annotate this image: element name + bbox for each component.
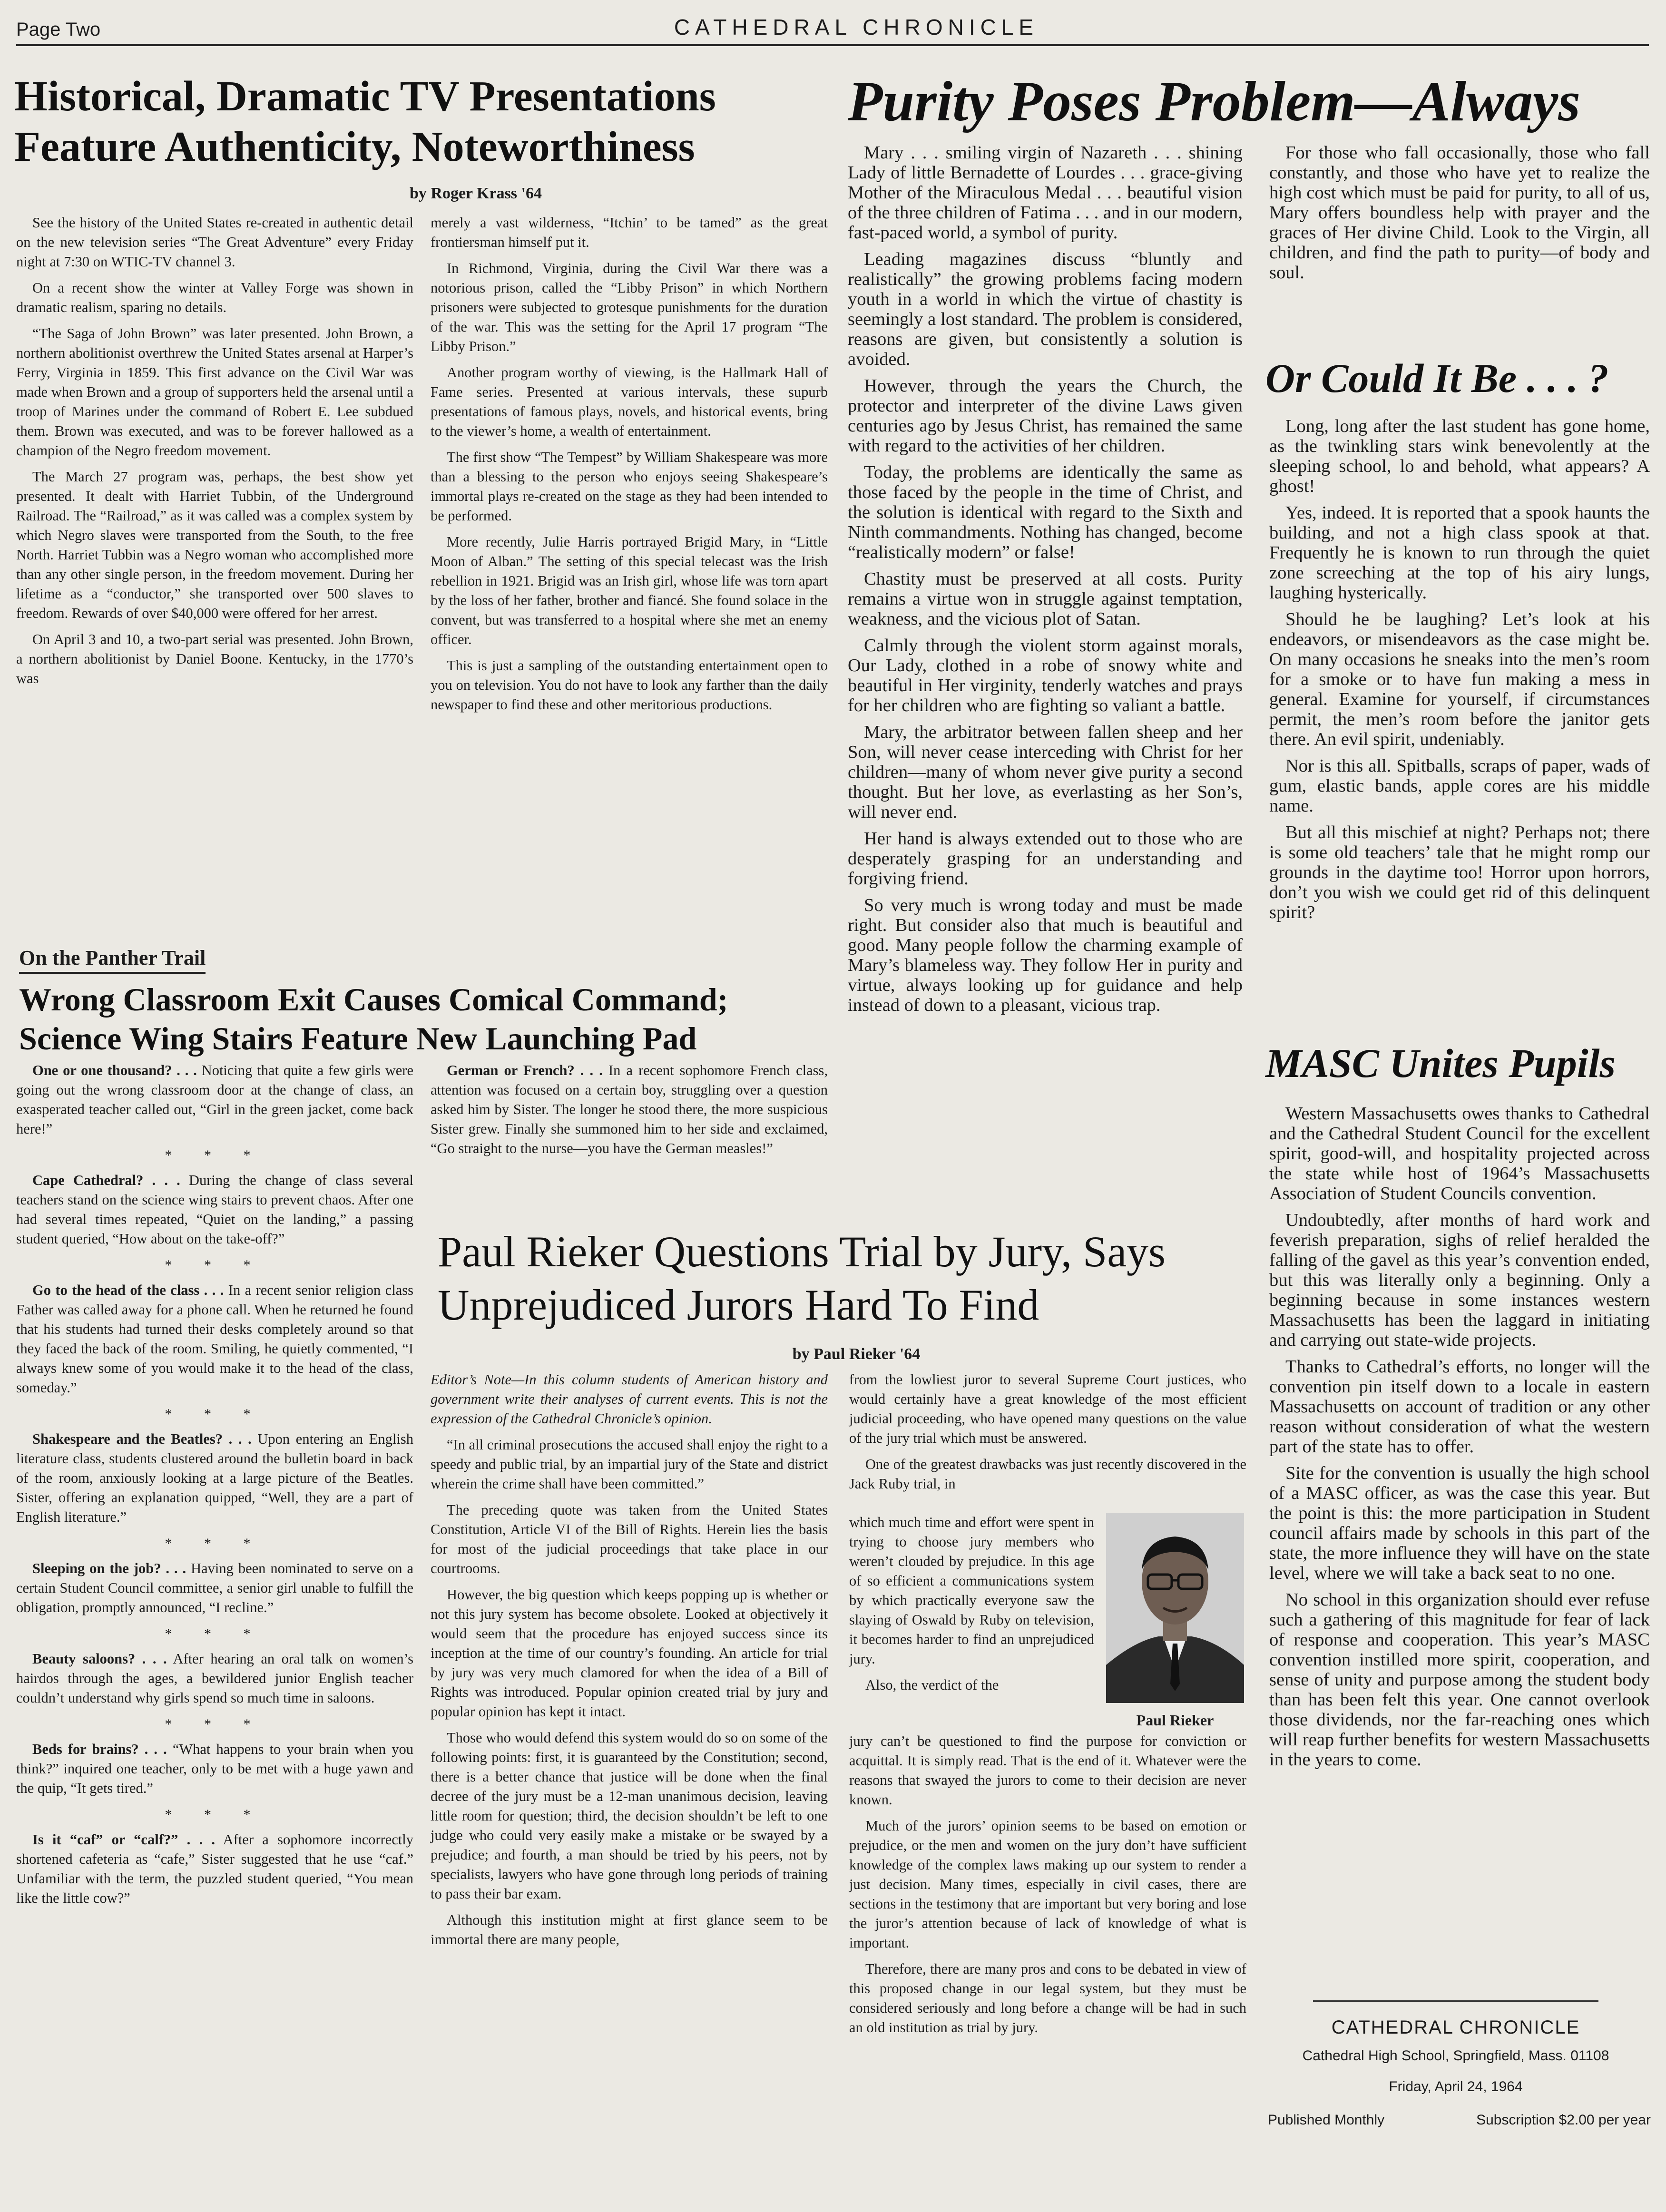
masthead-title: CATHEDRAL CHRONICLE [1331, 2017, 1580, 2038]
tv-column-1 [16, 213, 413, 695]
panther-column-2 [431, 1061, 828, 1165]
separator: * * * [165, 1536, 265, 1551]
purity-headline: Purity Poses Problem—Always [848, 69, 1580, 133]
masthead-address: Cathedral High School, Springfield, Mass. 01108 [1302, 2048, 1609, 2064]
paragraph: Today, the problems are identically the same as those faced by the people in the time of Christ, and the solution is identical with regard to the Sixth and Ninth commandments. Nothing has changed, become “realistically modern” or false! [848, 462, 1243, 562]
paragraph: Long, long after the last student has gone home, as the twinkling stars wink benevolently at the sleeping school, lo and behold, what appears? A ghost! [1269, 416, 1650, 496]
anecdote [16, 1830, 413, 1908]
anecdote-lead: Beds for brains? . . . [32, 1741, 167, 1757]
paragraph: Site for the convention is usually the high school of a MASC officer, as was the case this year. But the point is this: the more participation in Student council affairs made by schools in this part of the state, the more influence they will have on the state level, where we will take a back seat to no one. [1269, 1463, 1650, 1583]
rieker-column-2-wrap [849, 1513, 1094, 1695]
anecdote [16, 1649, 413, 1708]
paragraph: Therefore, there are many pros and cons to be debated in view of this proposed change in our legal system, but they must be considered seriously and long before a change will be had in such an old institution as trial by jury. [849, 1961, 1246, 2036]
anecdote-lead: One or one thousand? . . . [32, 1062, 197, 1078]
anecdote-lead: German or French? . . . [447, 1062, 603, 1078]
paragraph: Those who would defend this system would do so on some of the following points: first, it is guaranteed by the Constitution; second, there is a better chance that justice will be done when the final decree of the jury must be a 12-man unanimous decision, leaving little room for question; third, the decision shouldn’t be left to one judge who could very easily make a mistake or be swayed by a prejudice; and fourth, a man should be tried by his peers, not by specialists, lawyers who have gone through long periods of training to pass their bar exam. [431, 1730, 828, 1902]
paragraph: merely a vast wilderness, “Itchin’ to be tamed” as the great frontiersman himself put it. [431, 215, 828, 250]
paragraph: Should he be laughing? Let’s look at his endeavors, or misendeavors as the case might be. On many occasions he sneaks into the men’s room for a smoke or to have fun making a mess in general. Examine for yourself, if circumstances permit, the men’s room before the janitor gets there. An evil spirit, undeniably. [1269, 609, 1650, 749]
rieker-byline: by Paul Rieker '64 [792, 1345, 921, 1363]
paragraph: Undoubtedly, after months of hard work and feverish preparation, sighs of relief heralded the falling of the gavel as this year’s convention ended, but this was literally only a beginning. Only a beginning because in some instances western Massachusetts has been the laggard in initiating and carrying out state-wide projects. [1269, 1210, 1650, 1350]
masc-headline: MASC Unites Pupils [1265, 1040, 1616, 1086]
tv-column-2 [431, 213, 828, 721]
purity-column [848, 143, 1243, 1022]
anecdote-text: After hearing an oral talk on women’s hairdos through the ages, a bewildered junior English teacher couldn’t understand why girls spend so much time in saloons. [16, 1651, 413, 1706]
paragraph: So very much is wrong today and must be made right. But consider also that much is beautiful and good. Many people follow the charming example of Mary’s blameless way. They follow Her in purity and virtue, always looking up for guidance and help instead of down to a pleasant, vicious trap. [848, 895, 1243, 1015]
paul-rieker-photo [1106, 1513, 1244, 1703]
paper-name-header: CATHEDRAL CHRONICLE [674, 15, 1039, 39]
paragraph: Nor is this all. Spitballs, scraps of paper, wads of gum, elastic bands, apple cores are his middle name. [1269, 756, 1650, 816]
ghost-headline: Or Could It Be . . . ? [1265, 355, 1609, 401]
masthead-date: Friday, April 24, 1964 [1389, 2079, 1523, 2095]
paragraph: The preceding quote was taken from the United States Constitution, Article VI of the Bill of Rights. Herein lies the basis for most of the judicial proceedings that take place in our courtrooms. [431, 1502, 828, 1576]
anecdote-lead: Sleeping on the job? . . . [32, 1560, 186, 1576]
masthead-published: Published Monthly [1268, 2112, 1385, 2128]
paragraph: See the history of the United States re-created in authentic detail on the new television series “The Great Adventure” every Friday night at 7:30 on WTIC-TV channel 3. [16, 215, 413, 270]
anecdote [431, 1061, 828, 1158]
paragraph: Also, the verdict of the [865, 1677, 999, 1693]
anecdote-text: “What happens to your brain when you think?” inquired one teacher, only to be met with a huge yawn and the quip, “It gets tired.” [16, 1741, 413, 1796]
paragraph: which much time and effort were spent in trying to choose jury members who weren’t clouded by prejudice. In this age of so efficient a communications system by which practically everyone saw the slaying of Oswald by Ruby on television, it becomes harder to find an unprejudiced jury. [849, 1514, 1094, 1667]
paragraph: But all this mischief at night? Perhaps not; there is some old teachers’ tale that he might romp our grounds in the daytime too! Horror upon horrors, don’t you wish we could get rid of this delinquent spirit? [1269, 822, 1650, 922]
tv-byline: by Roger Krass '64 [410, 185, 542, 202]
paragraph: However, through the years the Church, the protector and interpreter of the divine Laws given centuries ago by Jesus Christ, has remained the same with regard to the activities of her children. [848, 376, 1243, 456]
anecdote-text: After a sophomore incorrectly shortened cafeteria as “cafe,” Sister suggested that he use “caf.” Unfamiliar with the term, the puzzled student queried, “You mean like the little cow?” [16, 1831, 414, 1906]
paragraph: Yes, indeed. It is reported that a spook haunts the building, and not a high class spook at that. Frequently he is known to run through the quiet zone screeching at the top of his airy lungs, laughing hysterically. [1269, 503, 1650, 603]
anecdote-lead: Go to the head of the class . . . [32, 1282, 224, 1298]
panther-headline: Wrong Classroom Exit Causes Comical Command; Science Wing Stairs Feature New Launching Pad [19, 981, 728, 1057]
paragraph: On April 3 and 10, a two-part serial was presented. John Brown, a northern abolitionist by Daniel Boone. Kentucky, in the 1770’s was [16, 631, 413, 686]
anecdote-text: Upon entering an English literature class, students clustered around the bulletin board in back of the room, anxiously looking at a large picture of the Beatles. Sister, offering an explanation quipped, “Well, they are a part of English literature.” [16, 1431, 413, 1525]
anecdote [16, 1740, 413, 1798]
anecdote-lead: Is it “caf” or “calf?” . . . [32, 1831, 216, 1848]
tv-headline: Historical, Dramatic TV Presentations Feature Authenticity, Noteworthiness [14, 73, 716, 170]
anecdote-text: During the change of class several teachers stand on the science wing stairs to prevent chaos. After one had several times repeated, “Quiet on the landing,” a passing student queried, “How about on the take-off?” [16, 1172, 413, 1247]
anecdote [16, 1171, 413, 1249]
separator: * * * [165, 1626, 265, 1642]
anecdote-text: Having been nominated to serve on a certain Student Council committee, a senior girl unable to fulfill the obligation, promptly announced, “I recline.” [16, 1560, 413, 1615]
paragraph: However, the big question which keeps popping up is whether or not this jury system has become obsolete. Looked at objectively it would seem that the procedure has enjoyed success since its inception at the time of our country’s founding. An article for trial by jury was very much clamored for when the idea of a Bill of Rights was introduced. Popular opinion created trial by jury and popular opinion has kept it intact. [431, 1586, 828, 1720]
paragraph: Calmly through the violent storm against morals, Our Lady, clothed in a robe of snowy white and beautiful in Her virginity, tenderly watches and prays for her children who are fighting so valiant a battle. [848, 636, 1243, 715]
paragraph: On a recent show the winter at Valley Forge was shown in dramatic realism, sparing no details. [16, 280, 413, 315]
paragraph: Leading magazines discuss “bluntly and realistically” the growing problems facing modern youth in a world in which the virtue of chastity is seemingly a lost standard. The problem is considered, reasons are given, but consistently a solution is avoided. [848, 249, 1243, 369]
paragraph: Chastity must be preserved at all costs. Purity remains a virtue won in struggle against temptation, weakness, and the vicious plot of Satan. [848, 569, 1243, 629]
ghost-column [1269, 416, 1650, 929]
rieker-column-1 [431, 1370, 828, 1956]
anecdote [16, 1061, 413, 1139]
paragraph: One of the greatest drawbacks was just recently discovered in the Jack Ruby trial, in [849, 1456, 1246, 1492]
paragraph: No school in this organization should ever refuse such a gathering of this magnitude for fear of lack of response and cooperation. This year’s MASC convention instilled more spirit, cooperation, and sense of unity and purpose among the student body than has been felt this year. One cannot overlook those dividends, nor the far-reaching ones which will reap further benefits for western Massachusetts in the years to come. [1269, 1590, 1650, 1770]
anecdote-lead: Cape Cathedral? . . . [32, 1172, 180, 1188]
anecdote-text: Noticing that quite a few girls were going out the wrong classroom door at the change of class, an exasperated teacher called out, “Girl in the green jacket, come back here!” [16, 1062, 413, 1137]
separator: * * * [165, 1147, 265, 1163]
paragraph: Although this institution might at first glance seem to be immortal there are many people, [431, 1912, 828, 1948]
paragraph: Mary, the arbitrator between fallen sheep and her Son, will never cease interceding with Christ for her children—many of whom never give purity a second thought. But her love, as everlasting as her Son’s, will never end. [848, 722, 1243, 822]
rieker-column-2-top [849, 1370, 1246, 1500]
anecdote-lead: Beauty saloons? . . . [32, 1651, 167, 1667]
paragraph: jury can’t be questioned to find the purpose for conviction or acquittal. It is simply read. That is the end of it. Whatever were the reasons that swayed the jurors to come to their decision are never known. [849, 1733, 1246, 1808]
masc-column [1269, 1104, 1650, 1776]
anecdote-text: In a recent senior religion class Father was called away for a phone call. When he returned he found that his students had turned their desks completely around so that they faced the back of the room. Smiling, he quietly commented, “I always knew some of you would make it to the head of the class, someday.” [16, 1282, 413, 1396]
masthead-rule [1313, 2000, 1598, 2002]
paragraph: More recently, Julie Harris portrayed Brigid Mary, in “Little Moon of Alban.” The setting of this special telecast was the Irish rebellion in 1921. Brigid was an Irish girl, whose life was torn apart by the loss of her father, brother and fiancé. She found solace in the convent, but was transferred to a hospital where she met an enemy officer. [431, 534, 828, 647]
editor-note: Editor’s Note—In this column students of American history and government write their analyses of current events. This is not the expression of the Cathedral Chronicle’s opinion. [431, 1371, 828, 1427]
paragraph: from the lowliest juror to several Supreme Court justices, who would certainly have a great knowledge of the most efficient judicial proceeding, who have opened many questions on the value of the jury trial which must be answered. [849, 1371, 1246, 1446]
separator: * * * [165, 1716, 265, 1732]
anecdote-text: In a recent sophomore French class, attention was focused on a certain boy, struggling over a question asked him by Sister. The longer he stood there, the more suspicious Sister grew. Finally she summoned him to her side and exclaimed, “Go straight to the nurse—you have the German measles!” [431, 1062, 828, 1156]
masthead-subscription: Subscription $2.00 per year [1476, 2112, 1651, 2128]
anecdote [16, 1429, 413, 1527]
anecdote-lead: Shakespeare and the Beatles? . . . [32, 1431, 252, 1447]
paragraph: The first show “The Tempest” by William Shakespeare was more than a blessing to the person who enjoys seeing Shakespeare’s immortal plays re-created on the stage as they had been intended to be performed. [431, 449, 828, 524]
panther-column-1 [16, 1061, 413, 1915]
paragraph: Another program worthy of viewing, is the Hallmark Hall of Fame series. Presented at various intervals, these supurb presentations of famous plays, novels, and historical events, bring to the viewer’s home, a wealth of entertainment. [431, 364, 828, 439]
purity-column-2 [1269, 143, 1650, 289]
paragraph: Much of the jurors’ opinion seems to be based on emotion or prejudice, or the men and women on the jury don’t have sufficient knowledge of the complex laws making up our system to render a just decision. Many times, especially in civil cases, there are sections in the testimony that are important but very boring and lose the juror’s attention because of lack of knowledge of what is important. [849, 1818, 1246, 1951]
separator: * * * [165, 1257, 265, 1273]
paragraph: Mary . . . smiling virgin of Nazareth . . . shining Lady of little Bernadette of Lourdes . . . grace-giving Mother of the Miraculous Medal . . . beautiful vision of the three children of Fatima . . . and in our modern, fast-paced world, a symbol of purity. [848, 143, 1243, 243]
paragraph: “The Saga of John Brown” was later presented. John Brown, a northern abolitionist overthrew the United States arsenal at Harper’s Ferry, Virginia in 1859. This first advance on the Civil War was made when Brown and a group of supporters held the arsenal until a troop of Marines under the command of Robert E. Lee subdued them. Brown was executed, and was to be forever hallowed as a champion of the Negro freedom movement. [16, 325, 413, 459]
paragraph: For those who fall occasionally, those who fall constantly, and those who have yet to realize the high cost which must be paid for purity, to all of us, Mary offers boundless help with prayer and the graces of Her divine Child. Look to the Virgin, all children, and find the path to purity—of body and soul. [1269, 143, 1650, 283]
panther-kicker: On the Panther Trail [19, 946, 206, 974]
anecdote [16, 1559, 413, 1617]
header-rule [16, 44, 1649, 46]
portrait-image [1106, 1513, 1244, 1703]
anecdote [16, 1281, 413, 1398]
separator: * * * [165, 1807, 265, 1822]
paragraph: Thanks to Cathedral’s efforts, no longer will the convention pin itself down to a locale in eastern Massachusetts on account of tradition or any other reason without consideration of what the western part of the state has to offer. [1269, 1357, 1650, 1457]
separator: * * * [165, 1406, 265, 1422]
paragraph: This is just a sampling of the outstanding entertainment open to you on television. You do not have to look any farther than the daily newspaper to find these and other meritorious productions. [431, 657, 828, 713]
rieker-headline: Paul Rieker Questions Trial by Jury, Says Unprejudiced Jurors Hard To Find [438, 1227, 1166, 1329]
page-number: Page Two [16, 19, 101, 40]
paragraph: Western Massachusetts owes thanks to Cathedral and the Cathedral Student Council for the excellent spirit, good-will, and hospitality projected across the state while host of 1964’s Massachusetts Association of Student Councils convention. [1269, 1104, 1650, 1204]
paragraph: Her hand is always extended out to those who are desperately grasping for an understanding and forgiving friend. [848, 829, 1243, 889]
paragraph: In Richmond, Virginia, during the Civil War there was a notorious prison, called the “Libby Prison” in which Northern prisoners were subjected to grotesque punishments for the duration of the war. This was the setting for the April 17 program “The Libby Prison.” [431, 260, 828, 354]
paragraph: “In all criminal prosecutions the accused shall enjoy the right to a speedy and public trial, by an impartial jury of the State and district wherein the crime shall have been committed.” [431, 1437, 828, 1492]
photo-caption: Paul Rieker [1136, 1712, 1214, 1729]
rieker-column-2-bottom [849, 1732, 1246, 2044]
paragraph: The March 27 program was, perhaps, the best show yet presented. It dealt with Harriet Tubbin, of the Underground Railroad. The “Railroad,” as it was called was a complex system by which Negro slaves were transported from the South, to the free North. Harriet Tubbin was a Negro woman who accomplished more than any other single person, in the freedom movement. During her lifetime as a “conductor,” she transported over 500 slaves to freedom. Rewards of over $40,000 were offered for her arrest. [16, 469, 413, 621]
